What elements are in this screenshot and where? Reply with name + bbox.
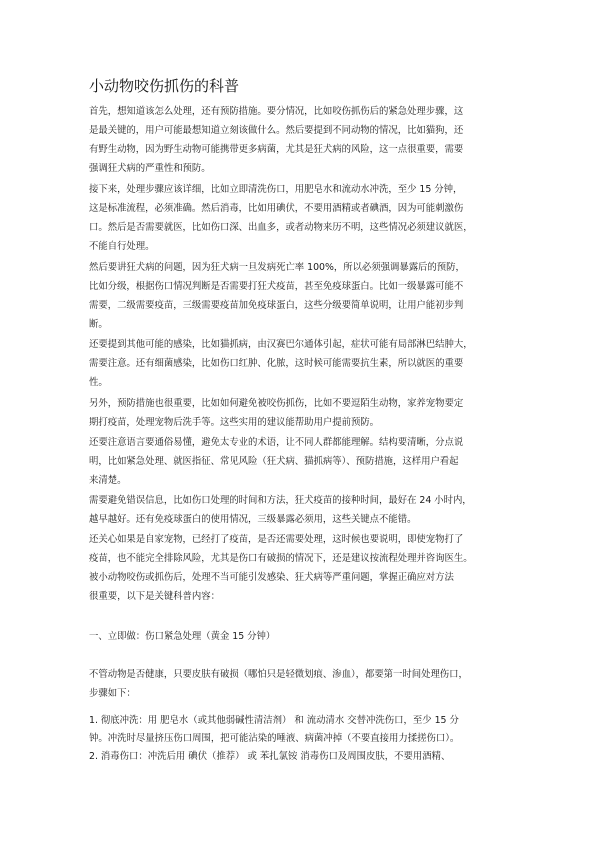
text-line: 另外，预防措施也很重要，比如如何避免被咬伤抓伤，比如不要逗陌生动物，家养宠物要定 <box>89 398 464 409</box>
text-line: 首先，想知道该怎么处理，还有预防措施。要分情况，比如咬伤抓伤后的紧急处理步骤，这 <box>89 106 464 117</box>
text-line: 被小动物咬伤或抓伤后，处理不当可能引发感染、狂犬病等严重问题，掌握正确应对方法 <box>89 572 454 583</box>
text-line: 不管动物是否健康，只要皮肤有破损（哪怕只是轻微划痕、渗血），都要第一时间处理伤口， <box>89 669 468 680</box>
text-line: 比如分级，根据伤口情况判断是否需要打狂犬疫苗，甚至免疫球蛋白。比如一级暴露可能不 <box>89 281 464 292</box>
list-item: 1. 彻底冲洗：用 肥皂水（或其他弱碱性清洁剂） 和 流动清水 交替冲洗伤口，至少 15 分 <box>89 715 459 726</box>
text-line: 很重要，以下是关键科普内容： <box>89 591 220 602</box>
text-line: 强调狂犬病的严重性和预防。 <box>89 163 211 174</box>
paragraph-accuracy <box>89 491 511 529</box>
text-line: 一、立即做：伤口紧急处理（黄金 15 分钟） <box>89 631 276 642</box>
text-line: 步骤如下： <box>89 688 136 699</box>
text-line: 越早越好。还有免疫球蛋白的使用情况，三级暴露必须用，这些关键点不能错。 <box>89 514 417 525</box>
text-line: 疫苗，也不能完全排除风险，尤其是伤口有破损的情况下，还是建议按流程处理并咨询医生。 <box>89 553 473 564</box>
paragraph-pets <box>89 530 511 606</box>
paragraph-steps <box>89 180 511 256</box>
section-heading <box>89 627 511 646</box>
text-line: 来清楚。 <box>89 475 127 486</box>
text-line: 不能自行处理。 <box>89 241 155 252</box>
text-line: 然后要讲狂犬病的问题，因为狂犬病一旦发病死亡率 100%，所以必须强调暴露后的预防， <box>89 262 465 273</box>
text-line: 接下来，处理步骤应该详细，比如立即清洗伤口，用肥皂水和流动水冲洗，至少 15 分钟， <box>89 184 463 195</box>
paragraph-prevention <box>89 394 511 432</box>
paragraph-rabies <box>89 258 511 334</box>
text-line: 需要，二级需要疫苗，三级需要疫苗加免疫球蛋白，这些分级要简单说明，让用户能初步判 <box>89 300 464 311</box>
text-line: 口。然后是否需要就医，比如伤口深、出血多，或者动物来历不明，这些情况必须建议就医， <box>89 222 473 233</box>
page-title: 小动物咬伤抓伤的科普 <box>89 77 240 95</box>
text-line: 明，比如紧急处理、就医指征、常见风险（狂犬病、猫抓病等）、预防措施，这样用户看起 <box>89 456 459 467</box>
list-item: 钟。冲洗时尽量挤压伤口周围，把可能沾染的唾液、病菌冲掉（不要直接用力揉搓伤口）。 <box>89 733 460 744</box>
text-line: 性。 <box>89 377 108 388</box>
text-line: 有野生动物，因为野生动物可能携带更多病菌，尤其是狂犬病的风险，这一点很重要，需要 <box>89 144 464 155</box>
text-line: 需要注意。还有细菌感染，比如伤口红肿、化脓，这时候可能需要抗生素，所以就医的重要 <box>89 358 464 369</box>
text-line: 还关心如果是自家宠物，已经打了疫苗，是否还需要处理，这时候也要说明，即使宠物打了 <box>89 534 464 545</box>
text-line: 期打疫苗，处理宠物后洗手等。这些实用的建议能帮助用户提前预防。 <box>89 417 380 428</box>
paragraph-language <box>89 433 511 490</box>
text-line: 是最关键的，用户可能最想知道立刻该做什么。然后要提到不同动物的情况，比如猫狗，还 <box>89 125 464 136</box>
text-line: 这是标准流程，必须准确。然后消毒，比如用碘伏，不要用酒精或者碘酒，因为可能刺激伤 <box>89 203 464 214</box>
paragraph-infections <box>89 335 511 392</box>
text-line: 断。 <box>89 319 108 330</box>
text-line: 需要避免错误信息，比如伤口处理的时间和方法，狂犬疫苗的接种时间，最好在 24 小时内， <box>89 495 472 506</box>
paragraph-first-aid <box>89 665 511 703</box>
paragraph-intro <box>89 102 511 178</box>
text-line: 还要提到其他可能的感染，比如猫抓病，由汉赛巴尔通体引起，症状可能有局部淋巴结肿大， <box>89 339 473 350</box>
list-item: 2. 消毒伤口：冲洗后用 碘伏（推荐） 或 苯扎氯铵 消毒伤口及周围皮肤，不要用酒精、 <box>89 751 451 762</box>
text-line: 还要注意语言要通俗易懂，避免太专业的术语，让不同人群都能理解。结构要清晰，分点说 <box>89 437 464 448</box>
